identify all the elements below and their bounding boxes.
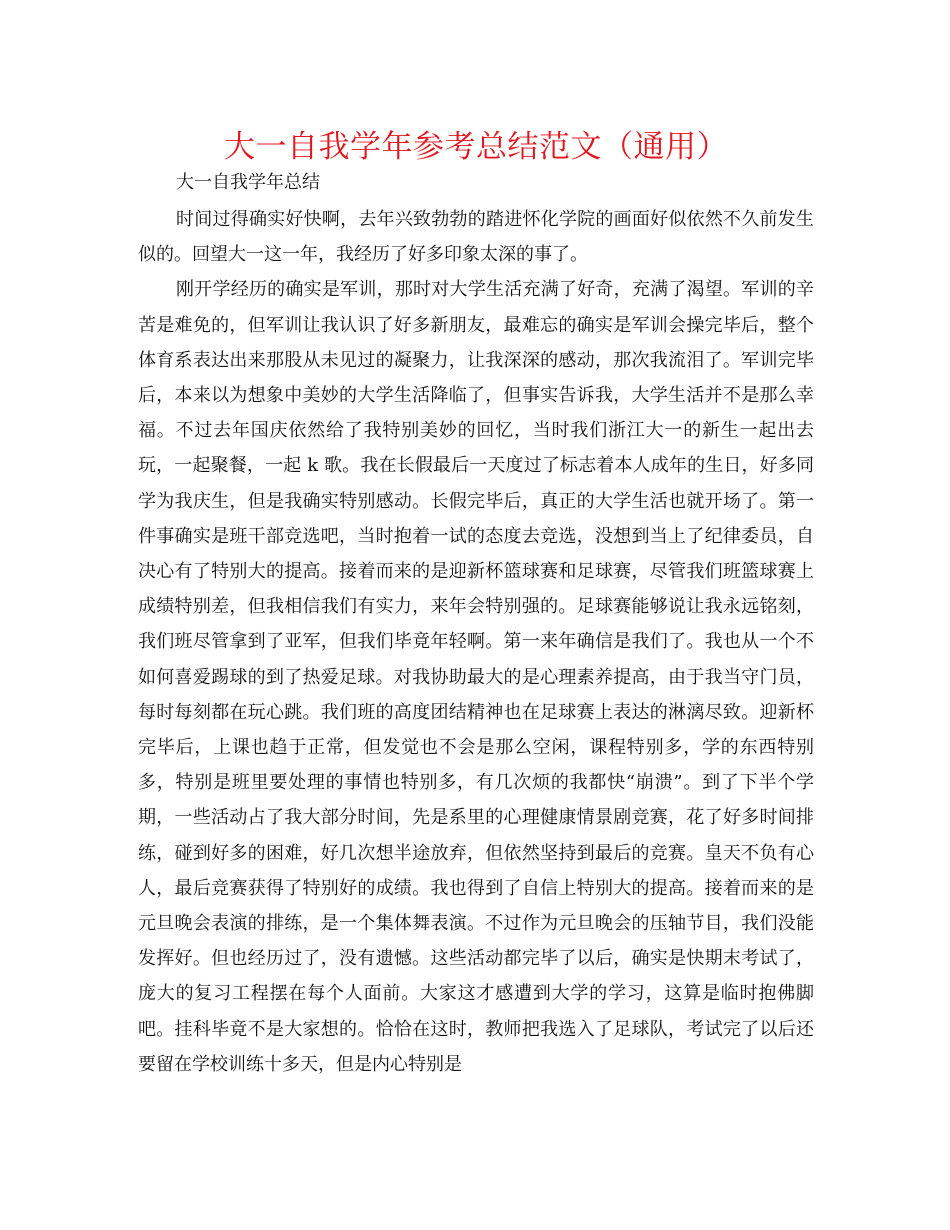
document-title: 大一自我学年参考总结范文（通用） [224, 129, 728, 165]
paragraph-2: 刚开学经历的确实是军训，那时对大学生活充满了好奇，充满了渴望。军训的辛苦是难免的，但军训让我认识了好多新朋友，最难忘的确实是军训会操完毕后，整个体育系表达出来那股从未见过的凝聚力，让我深深的感动，那次我流泪了。军训完毕后，本来以为想象中美妙的大学生活降临了，但事实告诉我，大学生活并不是那么幸福。不过去年国庆依然给了我特别美妙的回忆，当时我们浙江大一的新生一起出去玩，一起聚餐，一起 k 歌。我在长假最后一天度过了标志着本人成年的生日，好多同学为我庆生，但是我确实特别感动。长假完毕后，真正的大学生活也就开场了。第一件事确实是班干部竞选吧，当时抱着一试的态度去竞选，没想到当上了纪律委员，自决心有了特别大的提高。接着而来的是迎新杯篮球赛和足球赛，尽管我们班篮球赛上成绩特别差，但我相信我们有实力，来年会特别强的。足球赛能够说让我永远铭刻，我们班尽管拿到了亚军，但我们毕竟年轻啊。第一来年确信是我们了。我也从一个不如何喜爱踢球的到了热爱足球。对我协助最大的是心理素养提高，由于我当守门员，每时每刻都在玩心跳。我们班的高度团结精神也在足球赛上表达的淋漓尽致。迎新杯完毕后，上课也趋于正常，但发觉也不会是那么空闲，课程特别多，学的东西特别多，特别是班里要处理的事情也特别多，有几次烦的我都快“崩溃”。到了下半个学期，一些活动占了我大部分时间，先是系里的心理健康情景剧竞赛，花了好多时间排练，碰到好多的困难，好几次想半途放弃，但依然坚持到最后的竞赛。皇天不负有心人，最后竞赛获得了特别好的成绩。我也得到了自信上特别大的提高。接着而来的是元旦晚会表演的排练，是一个集体舞表演。不过作为元旦晚会的压轴节目，我们没能发挥好。但也经历过了，没有遗憾。这些活动都完毕了以后，确实是快期末考试了，庞大的复习工程摆在每个人面前。大家这才感遭到大学的学习，这算是临时抱佛脚吧。挂科毕竟不是大家想的。恰恰在这时，教师把我选入了足球队，考试完了以后还要留在学校训练十多天，但是内心特别是 [138, 279, 814, 1075]
document-page [138, 126, 814, 1082]
paragraph-1: 时间过得确实好快啊，去年兴致勃勃的踏进怀化学院的画面好似依然不久前发生似的。回望大一这一年，我经历了好多印象太深的事了。 [138, 209, 814, 266]
document-subtitle: 大一自我学年总结 [176, 172, 320, 193]
